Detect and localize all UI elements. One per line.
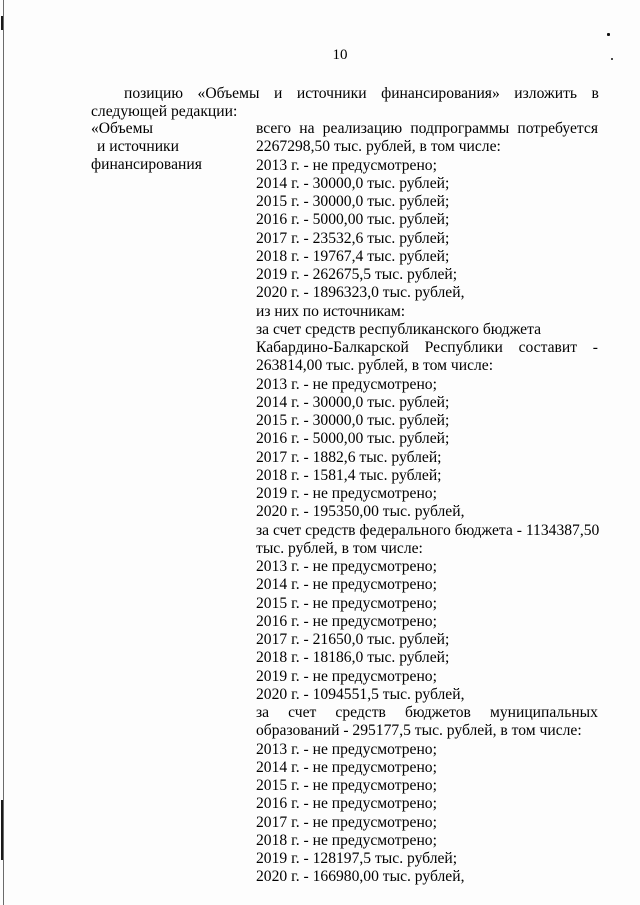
municipal-budget-line xyxy=(256,704,598,722)
federal-year-item: 2017 г. - 21650,0 тыс. рублей; xyxy=(256,631,450,648)
municipal-year-item: 2020 г. - 166980,00 тыс. рублей, xyxy=(256,868,465,886)
total-year-item: 2013 г. - не предусмотрено; xyxy=(256,156,437,174)
position-label-line: «Объемы xyxy=(91,120,153,137)
republic-budget-line: за счет средств республиканского бюджета xyxy=(256,320,542,338)
municipal-year-item: 2015 г. - не предусмотрено; xyxy=(256,777,437,794)
intro-word: финансирования» xyxy=(381,85,500,102)
word: потребуется xyxy=(517,120,598,137)
position-label xyxy=(91,120,241,175)
word: средств xyxy=(335,704,386,721)
intro-word: и xyxy=(273,85,283,102)
page-number: 10 xyxy=(332,47,348,63)
total-year-item: 2019 г. - 262675,5 тыс. рублей; xyxy=(256,266,458,283)
municipal-year-item: 2019 г. - 128197,5 тыс. рублей; xyxy=(256,850,458,867)
total-year-item: 2015 г. - 30000,0 тыс. рублей; xyxy=(256,193,450,210)
word: муниципальных xyxy=(489,704,598,721)
federal-year-item: 2018 г. - 18186,0 тыс. рублей; xyxy=(256,649,450,667)
municipal-year-item: 2014 г. - не предусмотрено; xyxy=(256,758,437,776)
word: подпрограммы xyxy=(410,120,510,137)
total-funding-amount: 2267298,50 тыс. рублей, в том числе: xyxy=(256,138,501,156)
republic-year-item: 2017 г. - 1882,6 тыс. рублей; xyxy=(256,448,442,466)
scan-edge-line xyxy=(3,0,4,905)
intro-paragraph xyxy=(91,85,599,121)
municipal-year-item: 2013 г. - не предусмотрено; xyxy=(256,740,437,758)
intro-word: изложить xyxy=(514,85,578,102)
intro-second-line: следующей редакции: xyxy=(91,103,238,120)
federal-year-item: 2016 г. - не предусмотрено; xyxy=(256,612,437,630)
republic-year-item: 2013 г. - не предусмотрено; xyxy=(256,375,437,393)
republic-year-item: 2015 г. - 30000,0 тыс. рублей; xyxy=(256,412,450,429)
scan-mark xyxy=(1,16,3,30)
republic-year-item: 2016 г. - 5000,00 тыс. рублей; xyxy=(256,430,450,448)
federal-year-item: 2015 г. - не предусмотрено; xyxy=(256,594,437,612)
federal-year-item: 2019 г. - не предусмотрено; xyxy=(256,667,437,685)
federal-year-item: 2013 г. - не предусмотрено; xyxy=(256,558,437,575)
republic-year-item: 2020 г. - 195350,00 тыс. рублей, xyxy=(256,503,465,521)
word: Кабардино-Балкарской xyxy=(256,339,409,356)
total-year-item: 2016 г. - 5000,00 тыс. рублей; xyxy=(256,211,450,229)
position-label-line: финансирования xyxy=(91,156,202,174)
sources-heading: из них по источникам: xyxy=(256,302,406,320)
intro-first-line xyxy=(91,85,599,103)
republic-budget-line xyxy=(256,339,598,357)
federal-year-item: 2020 г. - 1094551,5 тыс. рублей, xyxy=(256,685,465,703)
word: реализацию xyxy=(322,120,403,137)
municipal-budget-amount: образований - 295177,5 тыс. рублей, в том числе: xyxy=(256,722,582,740)
total-year-item: 2017 г. - 23532,6 тыс. рублей; xyxy=(256,229,450,247)
word: составит xyxy=(518,339,578,356)
intro-word: «Объемы xyxy=(197,85,260,102)
municipal-year-item: 2016 г. - не предусмотрено; xyxy=(256,795,437,813)
word: бюджетов xyxy=(404,704,471,721)
word: счет xyxy=(288,704,317,721)
scan-mark xyxy=(1,800,3,860)
word: за xyxy=(256,704,270,721)
republic-year-item: 2019 г. - не предусмотрено; xyxy=(256,485,437,502)
word: всего xyxy=(256,120,292,137)
intro-word: позицию xyxy=(124,85,183,102)
republic-year-item: 2014 г. - 30000,0 тыс. рублей; xyxy=(256,393,450,411)
federal-budget-line: за счет средств федерального бюджета - 1134387,50 xyxy=(256,521,600,539)
municipal-year-item: 2017 г. - не предусмотрено; xyxy=(256,813,437,831)
total-year-item: 2020 г. - 1896323,0 тыс. рублей, xyxy=(256,284,465,302)
word: Республики xyxy=(424,339,503,356)
total-funding-line xyxy=(256,120,598,138)
funding-description xyxy=(256,120,598,887)
republic-budget-amount: 263814,00 тыс. рублей, в том числе: xyxy=(256,357,494,375)
federal-year-item: 2014 г. - не предусмотрено; xyxy=(256,576,437,594)
scan-dot xyxy=(607,33,610,36)
intro-word: источники xyxy=(296,85,367,102)
total-year-item: 2014 г. - 30000,0 тыс. рублей; xyxy=(256,174,450,192)
intro-word: в xyxy=(591,85,599,102)
municipal-year-item: 2018 г. - не предусмотрено; xyxy=(256,831,437,849)
word: - xyxy=(592,339,598,356)
republic-year-item: 2018 г. - 1581,4 тыс. рублей; xyxy=(256,466,442,484)
word: на xyxy=(299,120,315,137)
federal-budget-line: тыс. рублей, в том числе: xyxy=(256,539,423,557)
position-label-line: и источники xyxy=(97,138,179,156)
total-year-item: 2018 г. - 19767,4 тыс. рублей; xyxy=(256,247,450,265)
